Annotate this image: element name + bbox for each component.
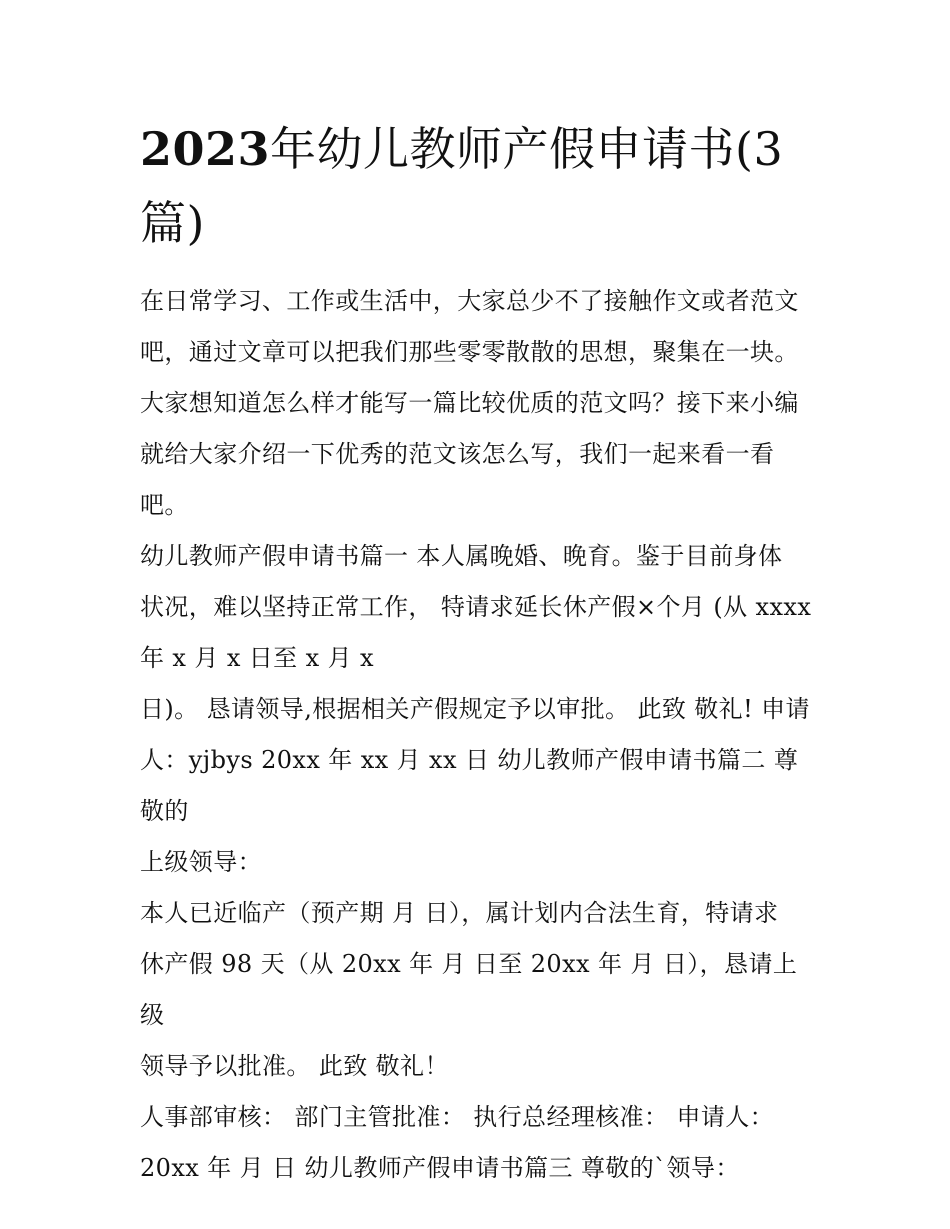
text-line: 在日常学习、工作或生活中，大家总少不了接触作文或者范文 xyxy=(140,287,799,315)
paragraph-article-two xyxy=(140,888,820,1092)
text-line: 20xx 年 月 日 幼儿教师产假申请书篇三 尊敬的`领导： xyxy=(140,1154,740,1182)
text-line: 就给大家介绍一下优秀的范文该怎么写，我们一起来看一看 xyxy=(140,440,775,468)
text-line: 大家想知道怎么样才能写一篇比较优质的范文吗？接下来小编 xyxy=(140,389,799,417)
text-line: 人事部审核： 部门主管批准： 执行总经理核准： 申请人： xyxy=(140,1103,775,1131)
paragraph-intro xyxy=(140,276,820,531)
text-line: 吧，通过文章可以把我们那些零零散散的思想，聚集在一块。 xyxy=(140,338,799,366)
text-line: 状况，难以坚持正常工作， 特请求延长休产假×个月 (从 xxxx xyxy=(140,593,812,621)
title-text: 年幼儿教师产假申请书(3篇) xyxy=(140,122,784,250)
text-line: 休产假 98 天（从 20xx 年 月 日至 20xx 年 月 日），恳请上级 xyxy=(140,950,798,1029)
text-line: 上级领导： xyxy=(140,848,262,876)
text-line: 人：yjbys 20xx 年 xx 月 xx 日 幼儿教师产假申请书篇二 尊敬的 xyxy=(140,746,799,825)
document-title xyxy=(140,112,820,260)
text-line: 领导予以批准。 此致 敬礼！ xyxy=(140,1052,449,1080)
paragraph-approval xyxy=(140,684,820,888)
paragraph-article-one xyxy=(140,531,820,684)
document-page xyxy=(140,112,820,1194)
title-year: 2023 xyxy=(140,122,271,176)
text-line: 吧。 xyxy=(140,491,189,519)
text-line: 日)。 恳请领导,根据相关产假规定予以审批。 此致 敬礼! 申请 xyxy=(140,695,810,723)
text-line: 本人已近临产（预产期 月 日），属计划内合法生育，特请求 xyxy=(140,899,779,927)
text-line: 年 x 月 x 日至 x 月 x xyxy=(140,644,374,672)
paragraph-signatures xyxy=(140,1092,820,1194)
text-line: 幼儿教师产假申请书篇一 本人属晚婚、晚育。鉴于目前身体 xyxy=(140,542,783,570)
